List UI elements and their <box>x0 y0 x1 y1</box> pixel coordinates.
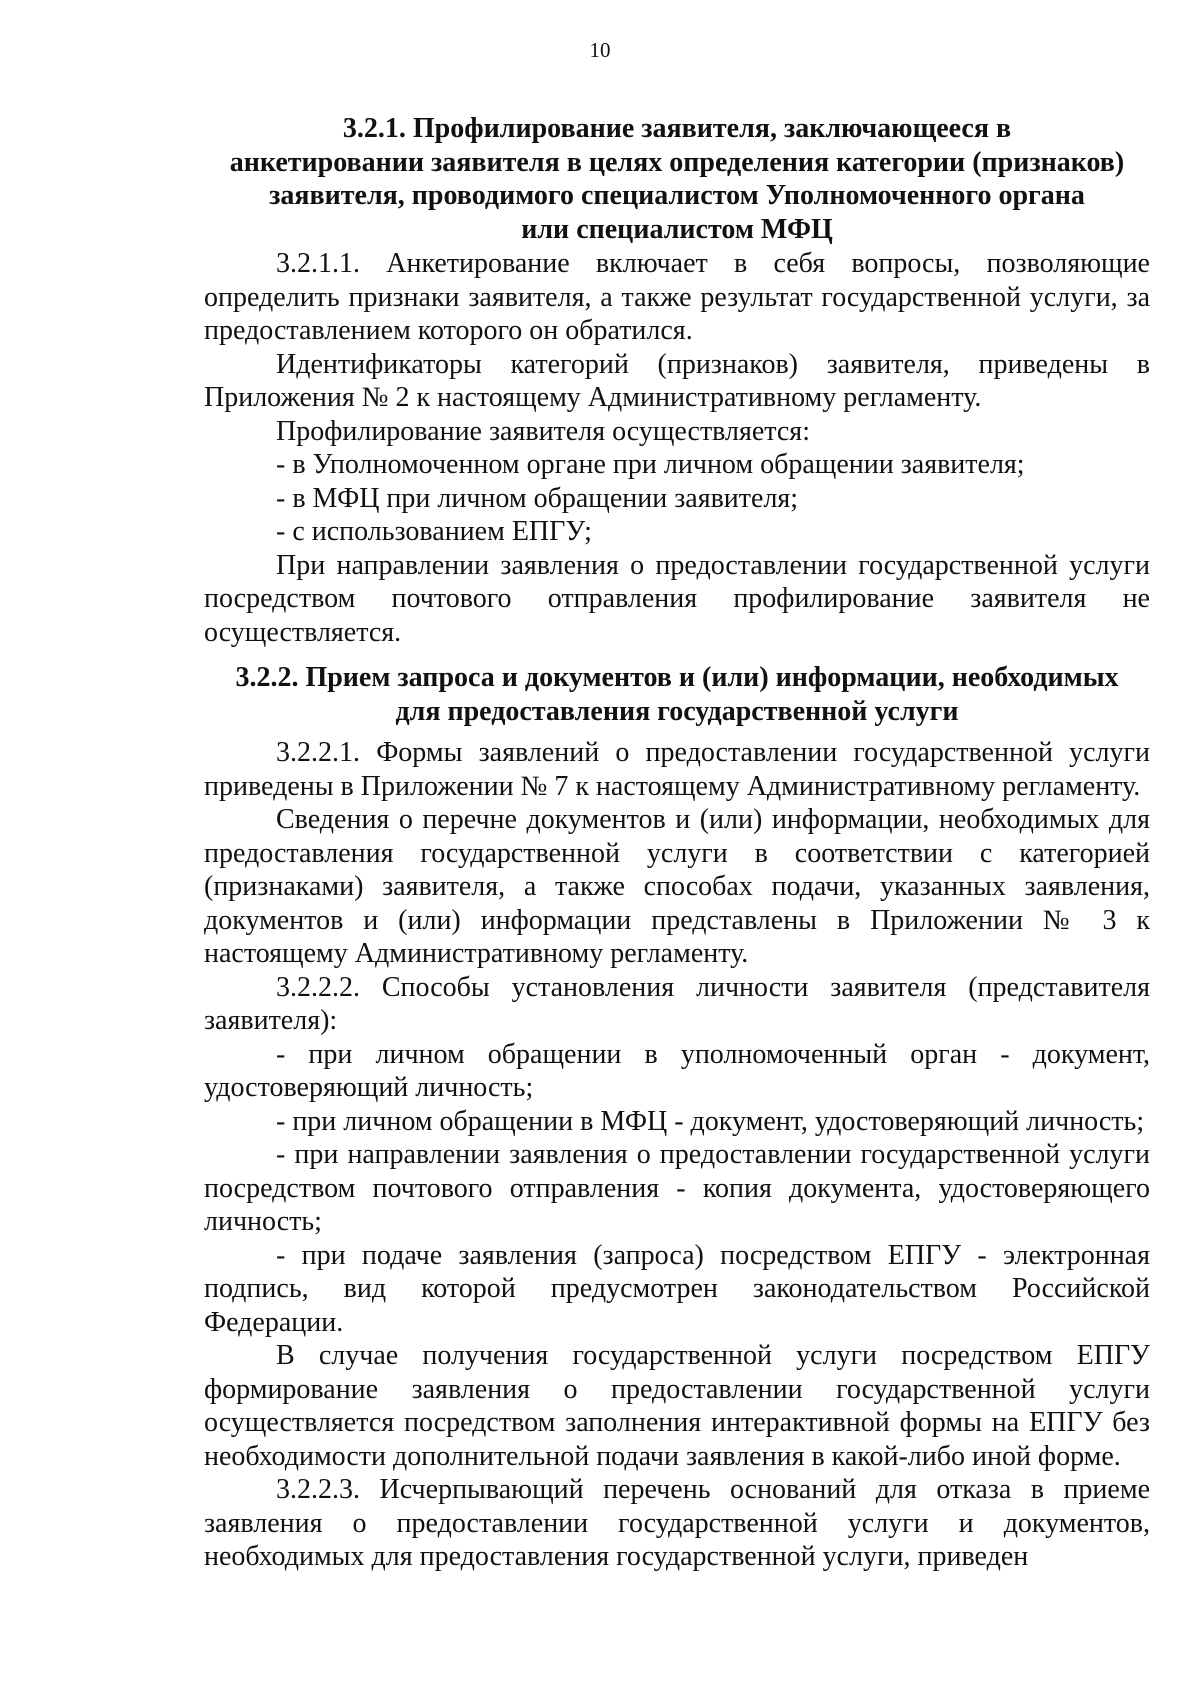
document-content <box>204 112 1150 1574</box>
paragraph: При направлении заявления о предоставлении государственной услуги посредством почтового отправления профилирование заявителя не осуществляется. <box>204 549 1150 648</box>
paragraph: В случае получения государственной услуги посредством ЕПГУ формирование заявления о предоставлении государственной услуги осуществляется посредством заполнения интерактивной формы на ЕПГУ без необходимости дополнительной подачи заявления в какой-либо иной форме. <box>204 1340 1150 1472</box>
heading-line: заявителя, проводимого специалистом Уполномоченного органа <box>269 180 1085 211</box>
list-item: - в МФЦ при личном обращении заявителя; <box>276 482 799 514</box>
heading-line: или специалистом МФЦ <box>521 213 833 245</box>
page-number: 10 <box>589 38 611 62</box>
paragraph: Профилирование заявителя осуществляется: <box>276 415 810 447</box>
paragraph: Идентификаторы категорий (признаков) заявителя, приведены в Приложения № 2 к настоящему Административному регламенту. <box>204 348 1150 413</box>
list-item: - при личном обращении в уполномоченный орган - документ, удостоверяющий личность; <box>204 1038 1150 1103</box>
heading-line: 3.2.2. Прием запроса и документов и (или) информации, необходимых <box>235 662 1119 693</box>
list-item: - с использованием ЕПГУ; <box>276 516 592 547</box>
section-heading-3-2-1 <box>204 112 1150 246</box>
list-item: - при личном обращении в МФЦ - документ, удостоверяющий личность; <box>276 1105 1145 1137</box>
paragraph: 3.2.2.2. Способы установления личности заявителя (представителя заявителя): <box>204 971 1150 1036</box>
paragraph: 3.2.2.3. Исчерпывающий перечень оснований для отказа в приеме заявления о предоставлении государственной услуги и документов, необходимых для предоставления государственной услуги, приведен <box>204 1474 1150 1572</box>
heading-line: для предоставления государственной услуги <box>395 695 959 727</box>
list-item: - при направлении заявления о предоставлении государственной услуги посредством почтового отправления - копия документа, удостоверяющего личность; <box>204 1139 1150 1237</box>
paragraph: 3.2.2.1. Формы заявлений о предоставлении государственной услуги приведены в Приложении № 7 к настоящему Административному регламенту. <box>204 737 1150 802</box>
heading-line: 3.2.1. Профилирование заявителя, заключающееся в <box>342 113 1012 144</box>
paragraph: 3.2.1.1. Анкетирование включает в себя вопросы, позволяющие определить признаки заявителя, а также результат государственной услуги, за предоставлением которого он обратился. <box>204 248 1150 346</box>
list-item: - при подаче заявления (запроса) посредством ЕПГУ - электронная подпись, вид которой предусмотрен законодательством Российской Федерации. <box>204 1239 1150 1338</box>
section-heading-3-2-2 <box>204 661 1150 728</box>
paragraph: Сведения о перечне документов и (или) информации, необходимых для предоставления государственной услуги в соответствии с категорией (признаками) заявителя, а также способах подачи, указанных заявления, документов и (или) информации представлены в Приложении № 3 к настоящему Административному регламенту. <box>204 804 1150 969</box>
list-item: - в Уполномоченном органе при личном обращении заявителя; <box>276 449 1025 480</box>
heading-line: анкетировании заявителя в целях определения категории (признаков) <box>229 146 1125 178</box>
